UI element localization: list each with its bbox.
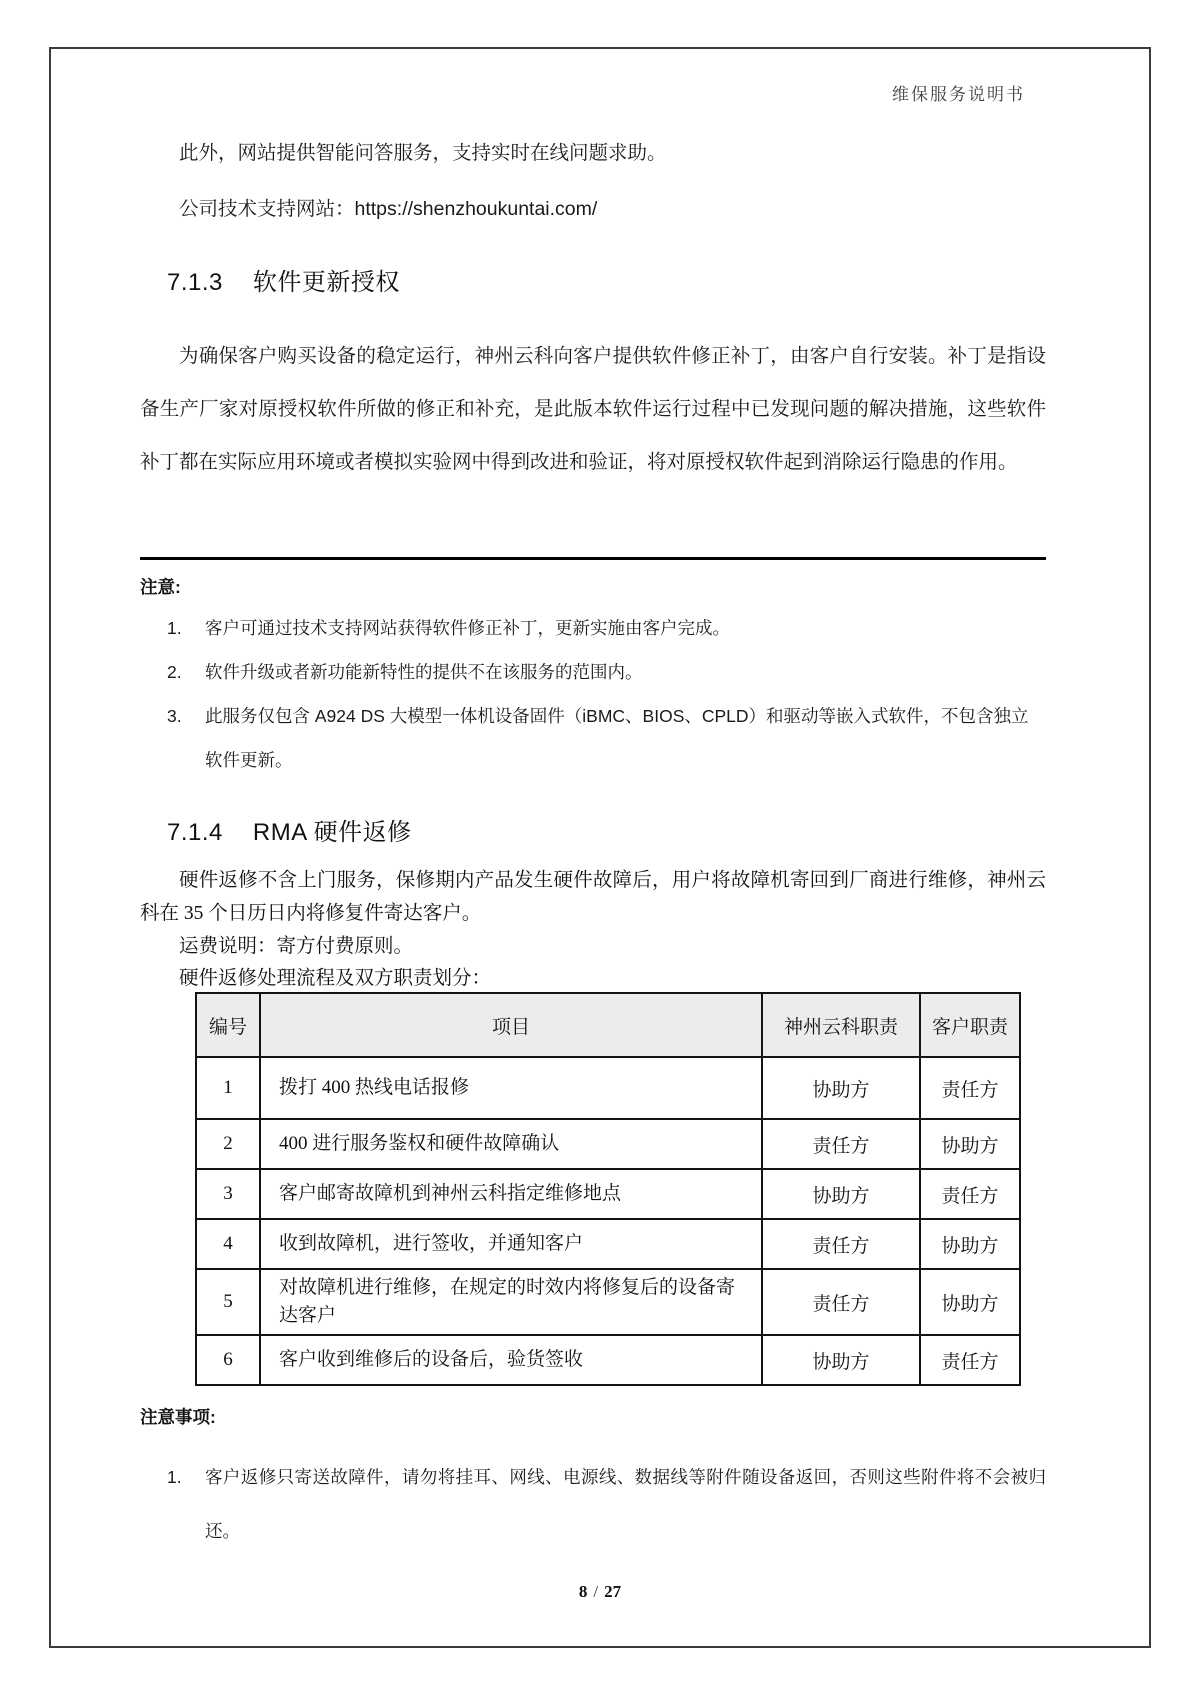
section-713-title: 软件更新授权 <box>252 269 400 296</box>
cell-no: 5 <box>196 1269 260 1335</box>
cell-no: 1 <box>196 1057 260 1119</box>
note-text: 软件升级或者新功能新特性的提供不在该服务的范围内。 <box>205 662 643 682</box>
table-header-no: 编号 <box>196 993 260 1057</box>
page-number: 8 <box>578 1582 588 1601</box>
note-number: 2. <box>167 662 182 682</box>
cell-szyk-role: 责任方 <box>762 1119 920 1169</box>
divider-rule <box>140 557 1046 560</box>
section-714-heading <box>140 812 1046 847</box>
notice-list <box>140 1450 1046 1558</box>
section-714-number: 7.1.4 <box>167 819 223 846</box>
note-number: 3. <box>167 706 182 726</box>
cell-no: 3 <box>196 1169 260 1219</box>
table-row <box>196 1269 1020 1335</box>
rma-paragraph: 硬件返修不含上门服务，保修期内产品发生硬件故障后，用户将故障机寄回到厂商进行维修，神州云科在 35 个日历日内将修复件寄达客户。 <box>140 870 1046 924</box>
intro-paragraph-1: 此外，网站提供智能问答服务，支持实时在线问题求助。 <box>179 142 667 164</box>
table-header-item: 项目 <box>260 993 762 1057</box>
cell-szyk-role: 协助方 <box>762 1335 920 1385</box>
cell-szyk-role: 责任方 <box>762 1269 920 1335</box>
note-item <box>140 694 1046 782</box>
table-row <box>196 1219 1020 1269</box>
process-intro: 硬件返修处理流程及双方职责划分： <box>179 968 492 989</box>
cell-no: 4 <box>196 1219 260 1269</box>
cell-customer-role: 协助方 <box>920 1269 1020 1335</box>
rma-process-table <box>195 992 1021 1386</box>
cell-item: 对故障机进行维修，在规定的时效内将修复后的设备寄达客户 <box>260 1269 762 1335</box>
table-row <box>196 1057 1020 1119</box>
cell-customer-role: 责任方 <box>920 1335 1020 1385</box>
cell-item: 收到故障机，进行签收，并通知客户 <box>260 1219 762 1269</box>
notice-number: 1. <box>167 1467 182 1487</box>
cell-customer-role: 责任方 <box>920 1057 1020 1119</box>
table-header-row <box>196 993 1020 1057</box>
doc-header-title: 维保服务说明书 <box>892 85 1025 104</box>
cell-szyk-role: 协助方 <box>762 1057 920 1119</box>
note-text: 此服务仅包含 A924 DS 大模型一体机设备固件（iBMC、BIOS、CPLD）和驱动等嵌入式软件，不包含独立软件更新。 <box>205 706 1029 770</box>
note-item <box>140 650 1046 694</box>
cell-no: 2 <box>196 1119 260 1169</box>
note-item <box>140 606 1046 650</box>
shipping-note: 运费说明：寄方付费原则。 <box>179 936 414 957</box>
note-number: 1. <box>167 618 182 638</box>
total-pages: 27 <box>604 1582 622 1601</box>
section-713-heading <box>140 262 1046 297</box>
section-714-title: RMA 硬件返修 <box>252 819 412 846</box>
intro-paragraph-2: 公司技术支持网站：https://shenzhoukuntai.com/ <box>179 198 598 220</box>
section-713-number: 7.1.3 <box>167 269 223 296</box>
cell-customer-role: 协助方 <box>920 1119 1020 1169</box>
table-header-szyk: 神州云科职责 <box>762 993 920 1057</box>
page-footer <box>0 1582 1200 1602</box>
cell-customer-role: 协助方 <box>920 1219 1020 1269</box>
note-list <box>140 606 1046 782</box>
cell-item: 拨打 400 热线电话报修 <box>260 1057 762 1119</box>
cell-szyk-role: 协助方 <box>762 1169 920 1219</box>
cell-item: 客户收到维修后的设备后，验货签收 <box>260 1335 762 1385</box>
section-713-body: 为确保客户购买设备的稳定运行，神州云科向客户提供软件修正补丁，由客户自行安装。补丁是指设备生产厂家对原授权软件所做的修正和补充，是此版本软件运行过程中已发现问题的解决措施，这些软件补丁都在实际应用环境或者模拟实验网中得到改进和验证，将对原授权软件起到消除运行隐患的作用。 <box>140 345 1046 473</box>
table-row <box>196 1119 1020 1169</box>
page-separator: / <box>593 1582 599 1601</box>
cell-item: 客户邮寄故障机到神州云科指定维修地点 <box>260 1169 762 1219</box>
table-row <box>196 1335 1020 1385</box>
cell-customer-role: 责任方 <box>920 1169 1020 1219</box>
cell-no: 6 <box>196 1335 260 1385</box>
notice-label: 注意事项: <box>140 1407 216 1427</box>
note-label: 注意: <box>140 577 181 597</box>
cell-item: 400 进行服务鉴权和硬件故障确认 <box>260 1119 762 1169</box>
notice-item <box>140 1450 1046 1558</box>
table-row <box>196 1169 1020 1219</box>
notice-text: 客户返修只寄送故障件，请勿将挂耳、网线、电源线、数据线等附件随设备返回，否则这些附件将不会被归还。 <box>205 1467 1046 1541</box>
table-header-customer: 客户职责 <box>920 993 1020 1057</box>
cell-szyk-role: 责任方 <box>762 1219 920 1269</box>
content-area <box>140 0 1046 1698</box>
note-text: 客户可通过技术支持网站获得软件修正补丁，更新实施由客户完成。 <box>205 618 730 638</box>
